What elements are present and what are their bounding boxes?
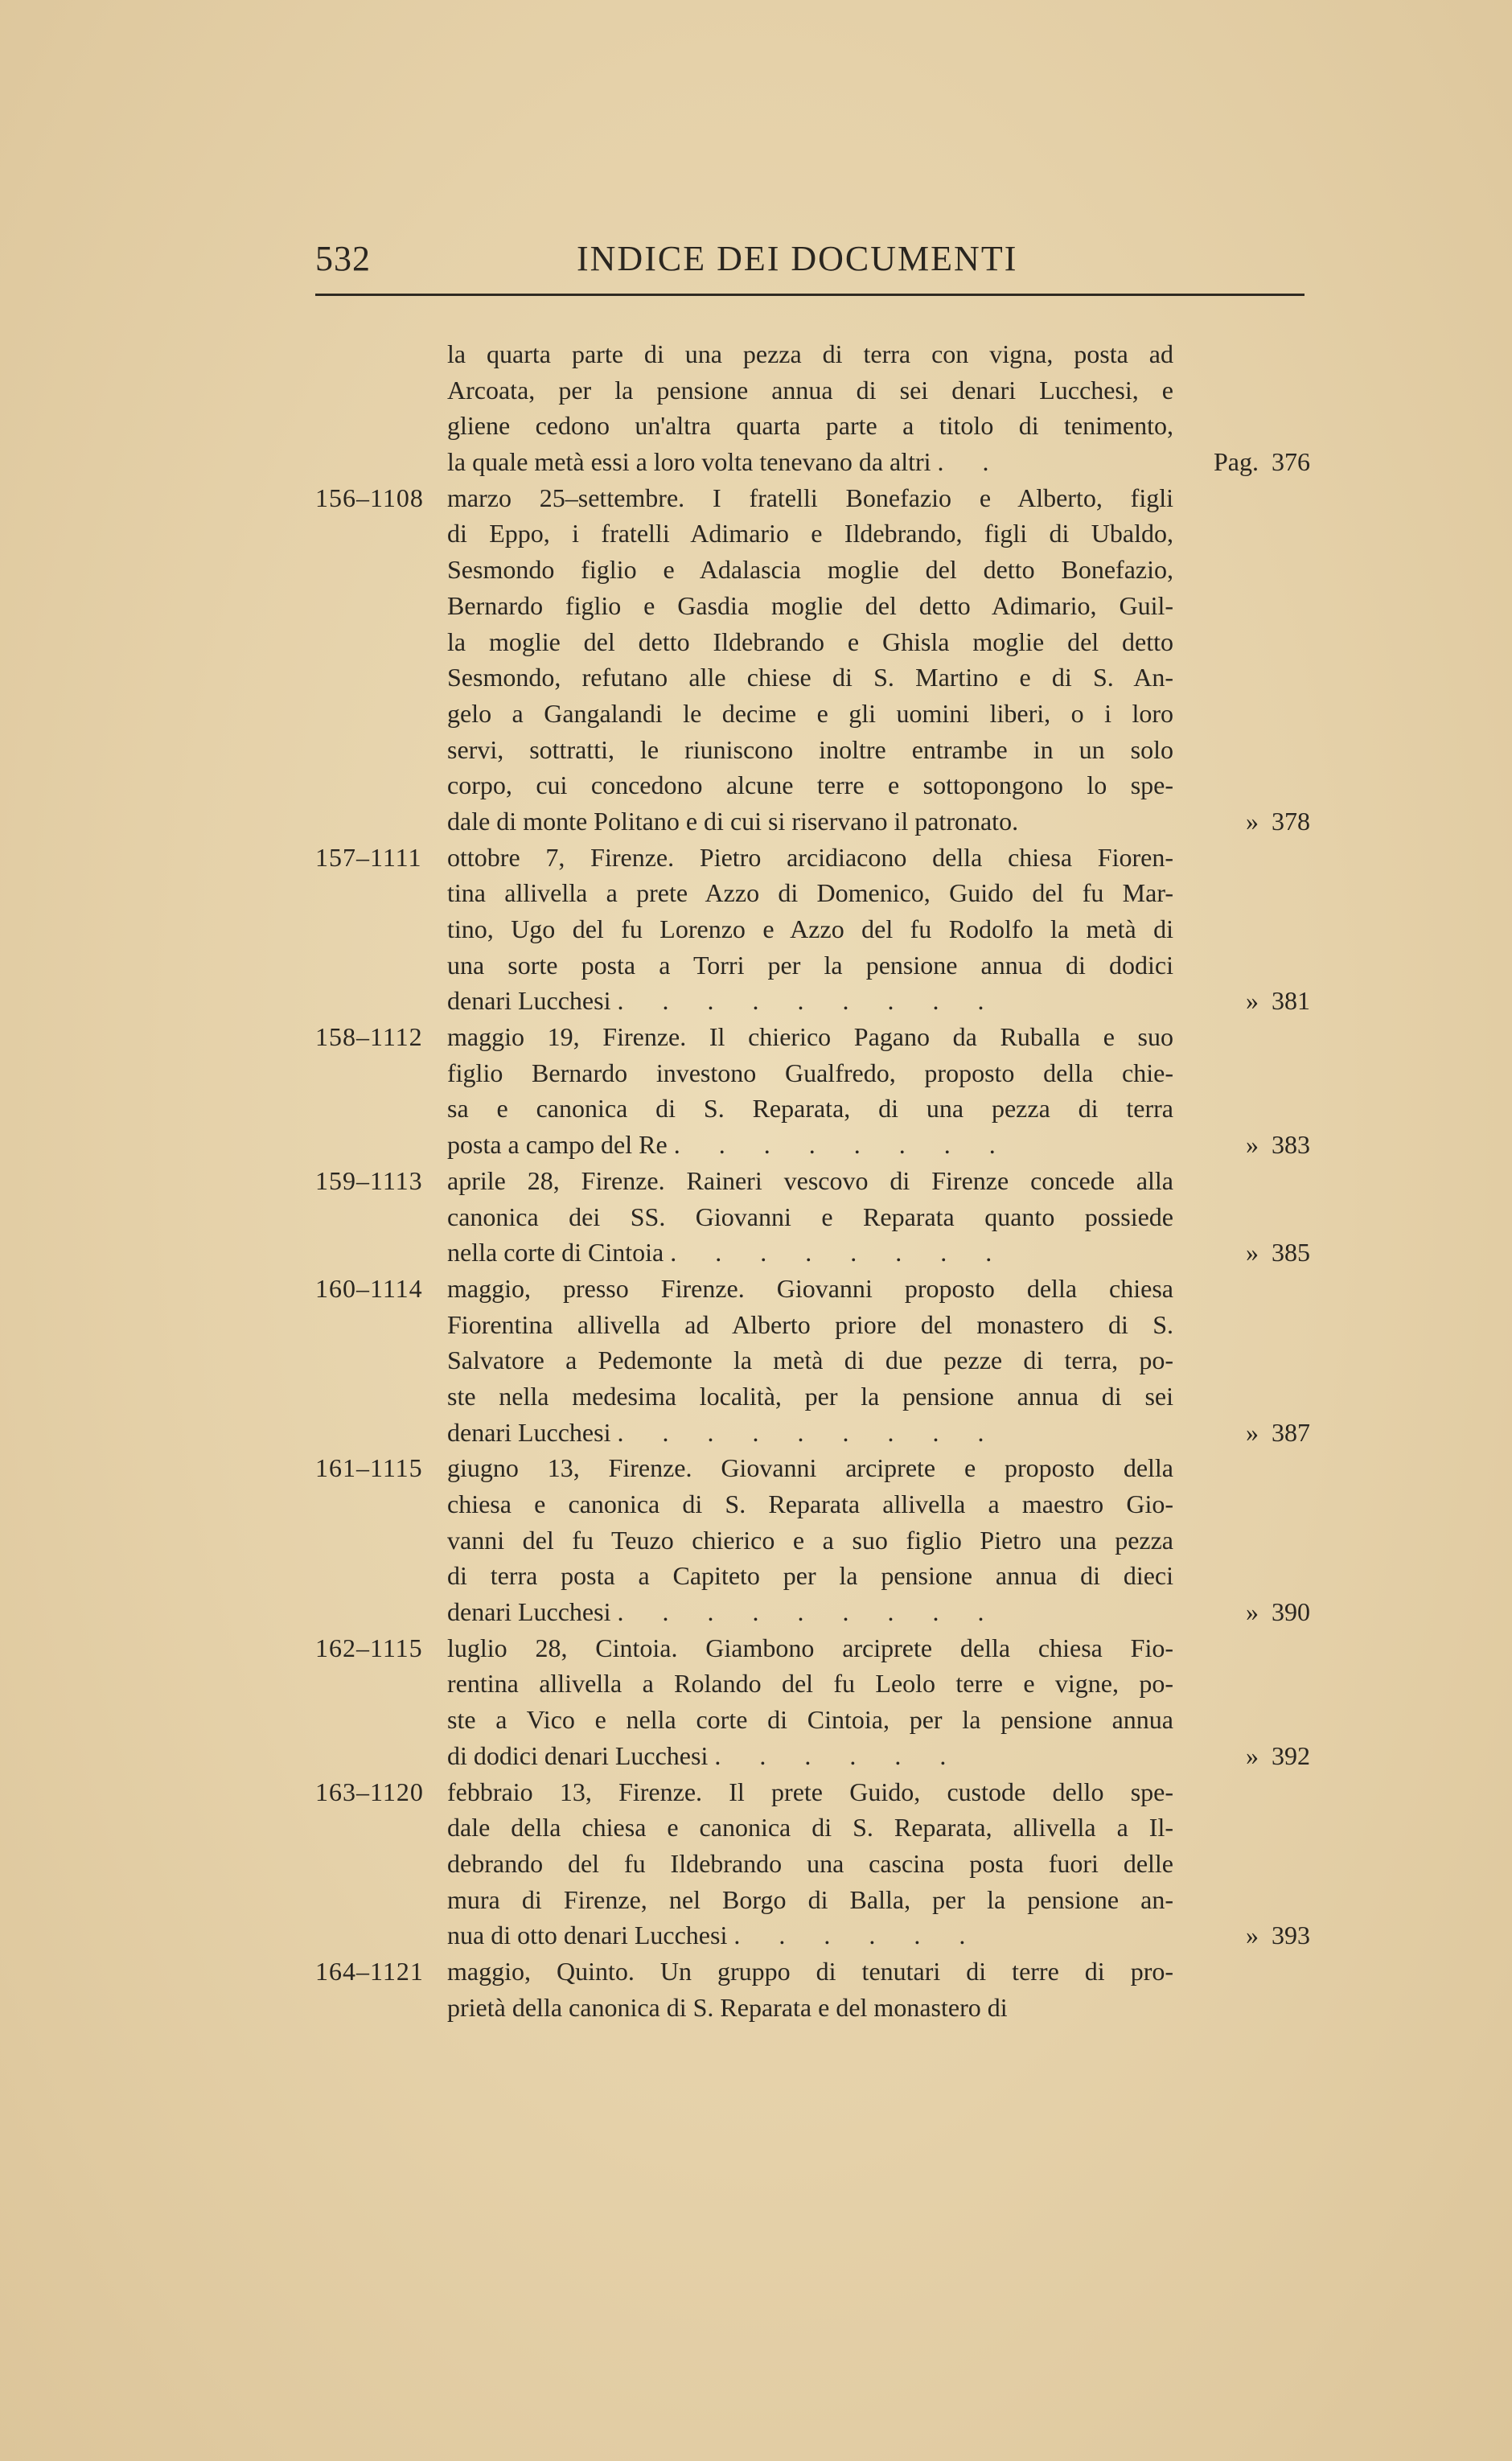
index-line — [315, 444, 1333, 480]
entry-text-content: luglio 28, Cintoia. Giambono arciprete della chiesa Fio- — [447, 1633, 1173, 1662]
entry-text — [447, 1486, 1173, 1522]
page-reference — [1194, 444, 1331, 480]
page-reference-label: » — [1246, 986, 1259, 1016]
entry-text — [447, 1630, 1173, 1666]
entry-text — [447, 516, 1173, 552]
entry-text-content: Arcoata, per la pensione annua di sei denari Lucchesi, e — [447, 375, 1173, 405]
entry-text-content: maggio, Quinto. Un gruppo di tenutari di terre di pro- — [447, 1956, 1173, 1986]
index-line — [315, 480, 1333, 516]
entry-text — [447, 1235, 1173, 1271]
entry-text-content: nua di otto denari Lucchesi — [447, 1921, 728, 1950]
document-number: 164–1121 — [315, 1956, 424, 1986]
entry-text-content: di terra posta a Capiteto per la pensione annua di dieci — [447, 1561, 1173, 1591]
document-number: 158–1112 — [315, 1022, 423, 1052]
entry-text-content: giugno 13, Firenze. Giovanni arciprete e proposto della — [447, 1453, 1173, 1483]
entry-text-content: servi, sottratti, le riuniscono inoltre entrambe in un solo — [447, 734, 1173, 764]
index-line — [315, 1127, 1333, 1163]
entry-text — [447, 1199, 1173, 1235]
index-line — [315, 1091, 1333, 1127]
entry-text-content: la quarta parte di una pezza di terra con vigna, posta ad — [447, 339, 1173, 368]
entry-text-content: tino, Ugo del fu Lorenzo e Azzo del fu Rodolfo la metà di — [447, 914, 1173, 943]
entry-text — [447, 1917, 1173, 1954]
header-rule — [315, 294, 1305, 296]
dot-leader: . . . . . . . . — [670, 1238, 1009, 1267]
entry-text — [447, 624, 1173, 660]
entry-text — [447, 983, 1173, 1019]
page-reference-label: » — [1246, 1740, 1259, 1770]
index-line — [315, 1558, 1333, 1594]
entry-text-content: rentina allivella a Rolando del fu Leolo terre e vigne, po- — [447, 1669, 1173, 1699]
index-line — [315, 1522, 1333, 1559]
entry-text — [447, 1846, 1173, 1882]
entry-text — [447, 1415, 1173, 1451]
index-line — [315, 1917, 1333, 1954]
entry-text — [447, 840, 1173, 876]
index-line — [315, 1594, 1333, 1630]
page-reference — [1194, 1415, 1331, 1451]
entry-text-content: prietà della canonica di S. Reparata e del monastero di — [447, 1992, 1008, 2022]
entry-text — [447, 1450, 1173, 1486]
index-line — [315, 1846, 1333, 1882]
index-line — [315, 767, 1333, 803]
page-reference — [1194, 1127, 1331, 1163]
entry-text — [447, 336, 1173, 372]
entry-text-content: denari Lucchesi — [447, 1417, 611, 1447]
index-line — [315, 947, 1333, 984]
entry-text — [447, 947, 1173, 984]
page-reference — [1194, 1738, 1331, 1774]
dot-leader: . . . . . . . . . — [617, 1417, 1000, 1447]
page-reference-number: 385 — [1272, 1238, 1310, 1267]
index-line — [315, 1954, 1333, 1990]
entry-text — [447, 1666, 1173, 1702]
page-reference-number: 392 — [1272, 1740, 1310, 1770]
entry-text-content: una sorte posta a Torri per la pensione annua di dodici — [447, 950, 1173, 980]
document-number: 157–1111 — [315, 842, 422, 872]
entry-text-content: maggio 19, Firenze. Il chierico Pagano da Ruballa e suo — [447, 1022, 1173, 1052]
index-line — [315, 911, 1333, 947]
entry-text-content: sa e canonica di S. Reparata, di una pezza di terra — [447, 1094, 1173, 1124]
entry-text-content: ste a Vico e nella corte di Cintoia, per la pensione annua — [447, 1705, 1173, 1735]
index-line — [315, 1378, 1333, 1415]
index-line — [315, 1271, 1333, 1307]
entry-text — [447, 1342, 1173, 1378]
index-line — [315, 1666, 1333, 1702]
index-line — [315, 1774, 1333, 1810]
entry-text-content: figlio Bernardo investono Gualfredo, proposto della chie- — [447, 1058, 1173, 1087]
index-line — [315, 1235, 1333, 1271]
entry-text — [447, 480, 1173, 516]
entry-text-content: Sesmondo, refutano alle chiese di S. Martino e di S. An- — [447, 663, 1173, 692]
index-line — [315, 983, 1333, 1019]
page-reference-number: 387 — [1272, 1417, 1310, 1447]
index-line — [315, 732, 1333, 768]
entry-text-content: denari Lucchesi — [447, 1597, 611, 1627]
entry-text — [447, 1954, 1173, 1990]
entry-text-content: Salvatore a Pedemonte la metà di due pezze di terra, po- — [447, 1346, 1173, 1375]
entry-text — [447, 1594, 1173, 1630]
dot-leader: . . . . . . — [733, 1921, 982, 1950]
entry-text — [447, 444, 1173, 480]
index-line — [315, 1342, 1333, 1378]
index-line — [315, 1163, 1333, 1199]
entry-text-content: corpo, cui concedono alcune terre e sottopongono lo spe- — [447, 770, 1173, 800]
index-line — [315, 1990, 1333, 2026]
page-number: 532 — [315, 239, 371, 278]
entry-text — [447, 552, 1173, 588]
dot-leader: . . . . . . . . . — [617, 1597, 1000, 1627]
entry-text — [447, 1990, 1173, 2026]
index-line — [315, 1702, 1333, 1738]
entry-text — [447, 875, 1173, 911]
index-line — [315, 1738, 1333, 1774]
entry-text-content: maggio, presso Firenze. Giovanni proposto della chiesa — [447, 1273, 1173, 1303]
index-line — [315, 875, 1333, 911]
page-reference-number: 378 — [1272, 806, 1310, 836]
page-reference — [1194, 803, 1331, 840]
index-line — [315, 803, 1333, 840]
entry-text-content: di dodici denari Lucchesi — [447, 1740, 709, 1770]
entry-text — [447, 1558, 1173, 1594]
index-line — [315, 1199, 1333, 1235]
page-reference — [1194, 1594, 1331, 1630]
index-line — [315, 1450, 1333, 1486]
dot-leader: . . . . . . . . — [673, 1130, 1012, 1160]
entry-text-content: ste nella medesima località, per la pensione annua di sei — [447, 1381, 1173, 1411]
index-line — [315, 516, 1333, 552]
entry-text-content: nella corte di Cintoia — [447, 1238, 664, 1267]
document-index-body — [315, 336, 1333, 2025]
entry-text-content: ottobre 7, Firenze. Pietro arcidiacono della chiesa Fioren- — [447, 842, 1173, 872]
page-reference-label: » — [1246, 1921, 1259, 1950]
index-line — [315, 372, 1333, 409]
document-number: 161–1115 — [315, 1453, 423, 1483]
entry-text — [447, 1378, 1173, 1415]
index-line — [315, 1415, 1333, 1451]
entry-text — [447, 588, 1173, 624]
index-line — [315, 659, 1333, 696]
index-line — [315, 1019, 1333, 1055]
page-reference-number: 383 — [1272, 1130, 1310, 1160]
entry-text — [447, 1810, 1173, 1846]
entry-text-content: canonica dei SS. Giovanni e Reparata quanto possiede — [447, 1202, 1173, 1231]
index-line — [315, 1486, 1333, 1522]
entry-text-content: chiesa e canonica di S. Reparata allivella a maestro Gio- — [447, 1489, 1173, 1518]
entry-text — [447, 1127, 1173, 1163]
document-number: 159–1113 — [315, 1165, 423, 1195]
page-reference-label: » — [1246, 1417, 1259, 1447]
entry-text-content: aprile 28, Firenze. Raineri vescovo di Firenze concede alla — [447, 1165, 1173, 1195]
entry-text — [447, 1774, 1173, 1810]
index-line — [315, 840, 1333, 876]
entry-text — [447, 1055, 1173, 1091]
entry-text-content: tina allivella a prete Azzo di Domenico, Guido del fu Mar- — [447, 878, 1173, 908]
entry-text — [447, 1522, 1173, 1559]
index-line — [315, 1630, 1333, 1666]
entry-text-content: gelo a Gangalandi le decime e gli uomini liberi, o i loro — [447, 698, 1173, 728]
index-line — [315, 1882, 1333, 1918]
dot-leader: . . — [937, 447, 1005, 477]
dot-leader: . . . . . . . . . — [617, 986, 1000, 1016]
entry-text-content: dale della chiesa e canonica di S. Reparata, allivella a Il- — [447, 1813, 1173, 1843]
entry-text — [447, 767, 1173, 803]
document-number: 162–1115 — [315, 1633, 423, 1662]
entry-text — [447, 732, 1173, 768]
entry-text — [447, 1019, 1173, 1055]
entry-text — [447, 911, 1173, 947]
entry-text-content: febbraio 13, Firenze. Il prete Guido, custode dello spe- — [447, 1777, 1173, 1806]
entry-text-content: la quale metà essi a loro volta tenevano da altri — [447, 447, 931, 477]
page-reference — [1194, 1917, 1331, 1954]
page-reference-label: » — [1246, 1130, 1259, 1160]
index-line — [315, 1307, 1333, 1343]
entry-text-content: vanni del fu Teuzo chierico e a suo figlio Pietro una pezza — [447, 1525, 1173, 1555]
index-line — [315, 336, 1333, 372]
entry-text-content: denari Lucchesi — [447, 986, 611, 1016]
page-reference — [1194, 1235, 1331, 1271]
entry-text — [447, 803, 1173, 840]
page-reference-label: » — [1246, 1597, 1259, 1627]
document-number: 160–1114 — [315, 1273, 423, 1303]
document-number: 163–1120 — [315, 1777, 424, 1806]
index-line — [315, 696, 1333, 732]
page-reference-number: 381 — [1272, 986, 1310, 1016]
entry-text-content: posta a campo del Re — [447, 1130, 668, 1160]
page-reference-label: Pag. — [1214, 447, 1259, 477]
entry-text-content: dale di monte Politano e di cui si riservano il patronato. — [447, 806, 1019, 836]
page-reference — [1194, 983, 1331, 1019]
index-line — [315, 588, 1333, 624]
entry-text — [447, 1091, 1173, 1127]
entry-text-content: gliene cedono un'altra quarta parte a titolo di tenimento, — [447, 411, 1173, 441]
entry-text — [447, 372, 1173, 409]
entry-text-content: Sesmondo figlio e Adalascia moglie del detto Bonefazio, — [447, 555, 1173, 585]
dot-leader: . . . . . . — [714, 1740, 963, 1770]
entry-text-content: Fiorentina allivella ad Alberto priore del monastero di S. — [447, 1309, 1173, 1339]
entry-text — [447, 1307, 1173, 1343]
entry-text-content: marzo 25–settembre. I fratelli Bonefazio e Alberto, figli — [447, 483, 1173, 512]
index-line — [315, 552, 1333, 588]
entry-text — [447, 1163, 1173, 1199]
entry-text-content: di Eppo, i fratelli Adimario e Ildebrando, figli di Ubaldo, — [447, 519, 1173, 548]
index-line — [315, 1810, 1333, 1846]
entry-text — [447, 659, 1173, 696]
entry-text-content: debrando del fu Ildebrando una cascina posta fuori delle — [447, 1848, 1173, 1878]
document-number: 156–1108 — [315, 483, 424, 512]
entry-text — [447, 696, 1173, 732]
page-reference-number: 393 — [1272, 1921, 1310, 1950]
running-title: INDICE DEI DOCUMENTI — [577, 239, 1018, 278]
entry-text — [447, 1271, 1173, 1307]
page-reference-number: 376 — [1272, 447, 1310, 477]
entry-text — [447, 1882, 1173, 1918]
index-line — [315, 408, 1333, 444]
entry-text-content: mura di Firenze, nel Borgo di Balla, per la pensione an- — [447, 1884, 1173, 1914]
entry-text — [447, 1738, 1173, 1774]
entry-text-content: Bernardo figlio e Gasdia moglie del detto Adimario, Guil- — [447, 590, 1173, 620]
page-reference-number: 390 — [1272, 1597, 1310, 1627]
entry-text-content: la moglie del detto Ildebrando e Ghisla moglie del detto — [447, 627, 1173, 656]
page-reference-label: » — [1246, 806, 1259, 836]
index-line — [315, 624, 1333, 660]
index-line — [315, 1055, 1333, 1091]
page-header — [315, 238, 1303, 294]
entry-text — [447, 408, 1173, 444]
page-reference-label: » — [1246, 1238, 1259, 1267]
entry-text — [447, 1702, 1173, 1738]
